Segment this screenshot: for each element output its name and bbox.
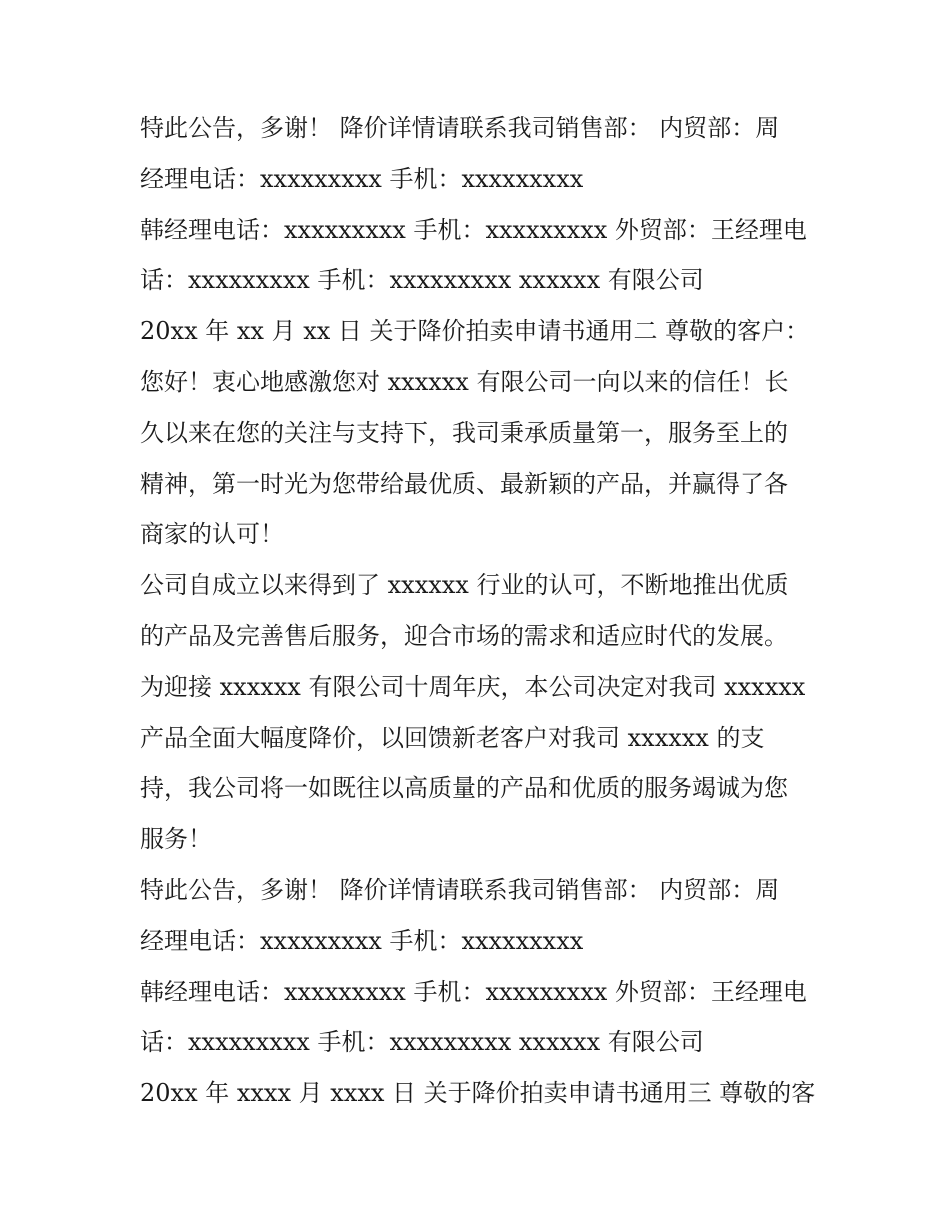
text-line: 精神，第一时光为您带给最优质、最新颖的产品，并赢得了各 — [140, 469, 788, 498]
text-line: 商家的认可！ — [140, 520, 284, 549]
text-line: 产品全面大幅度降价，以回馈新老客户对我司 xxxxxx 的支 — [140, 723, 765, 752]
text-line: 特此公告，多谢！ 降价详情请联系我司销售部： 内贸部：周 — [140, 875, 780, 904]
text-line: 话：xxxxxxxxx 手机：xxxxxxxxx xxxxxx 有限公司 — [140, 1028, 704, 1057]
document-body — [140, 103, 830, 1119]
text-line: 话：xxxxxxxxx 手机：xxxxxxxxx xxxxxx 有限公司 — [140, 266, 704, 295]
text-line: 经理电话：xxxxxxxxx 手机：xxxxxxxxx — [140, 164, 584, 193]
text-line: 特此公告，多谢！ 降价详情请联系我司销售部： 内贸部：周 — [140, 114, 780, 142]
text-line: 的产品及完善售后服务，迎合市场的需求和适应时代的发展。 — [140, 621, 788, 650]
text-line: 韩经理电话：xxxxxxxxx 手机：xxxxxxxxx 外贸部：王经理电 — [140, 977, 807, 1006]
text-line: 经理电话：xxxxxxxxx 手机：xxxxxxxxx — [140, 926, 584, 955]
text-line: 为迎接 xxxxxx 有限公司十周年庆，本公司决定对我司 xxxxxx — [140, 672, 806, 701]
text-line: 20xx 年 xxxx 月 xxxx 日 关于降价拍卖申请书通用三 尊敬的客 — [140, 1079, 816, 1108]
text-line: 久以来在您的关注与支持下，我司秉承质量第一，服务至上的 — [140, 418, 788, 447]
text-line: 20xx 年 xx 月 xx 日 关于降价拍卖申请书通用二 尊敬的客户： — [140, 317, 810, 346]
text-line: 公司自成立以来得到了 xxxxxx 行业的认可，不断地推出优质 — [140, 571, 789, 600]
text-line: 持，我公司将一如既往以高质量的产品和优质的服务竭诚为您 — [140, 774, 788, 803]
text-line: 您好！衷心地感激您对 xxxxxx 有限公司一向以来的信任！长 — [140, 367, 789, 396]
text-line: 韩经理电话：xxxxxxxxx 手机：xxxxxxxxx 外贸部：王经理电 — [140, 215, 807, 244]
text-line: 服务！ — [140, 825, 212, 854]
